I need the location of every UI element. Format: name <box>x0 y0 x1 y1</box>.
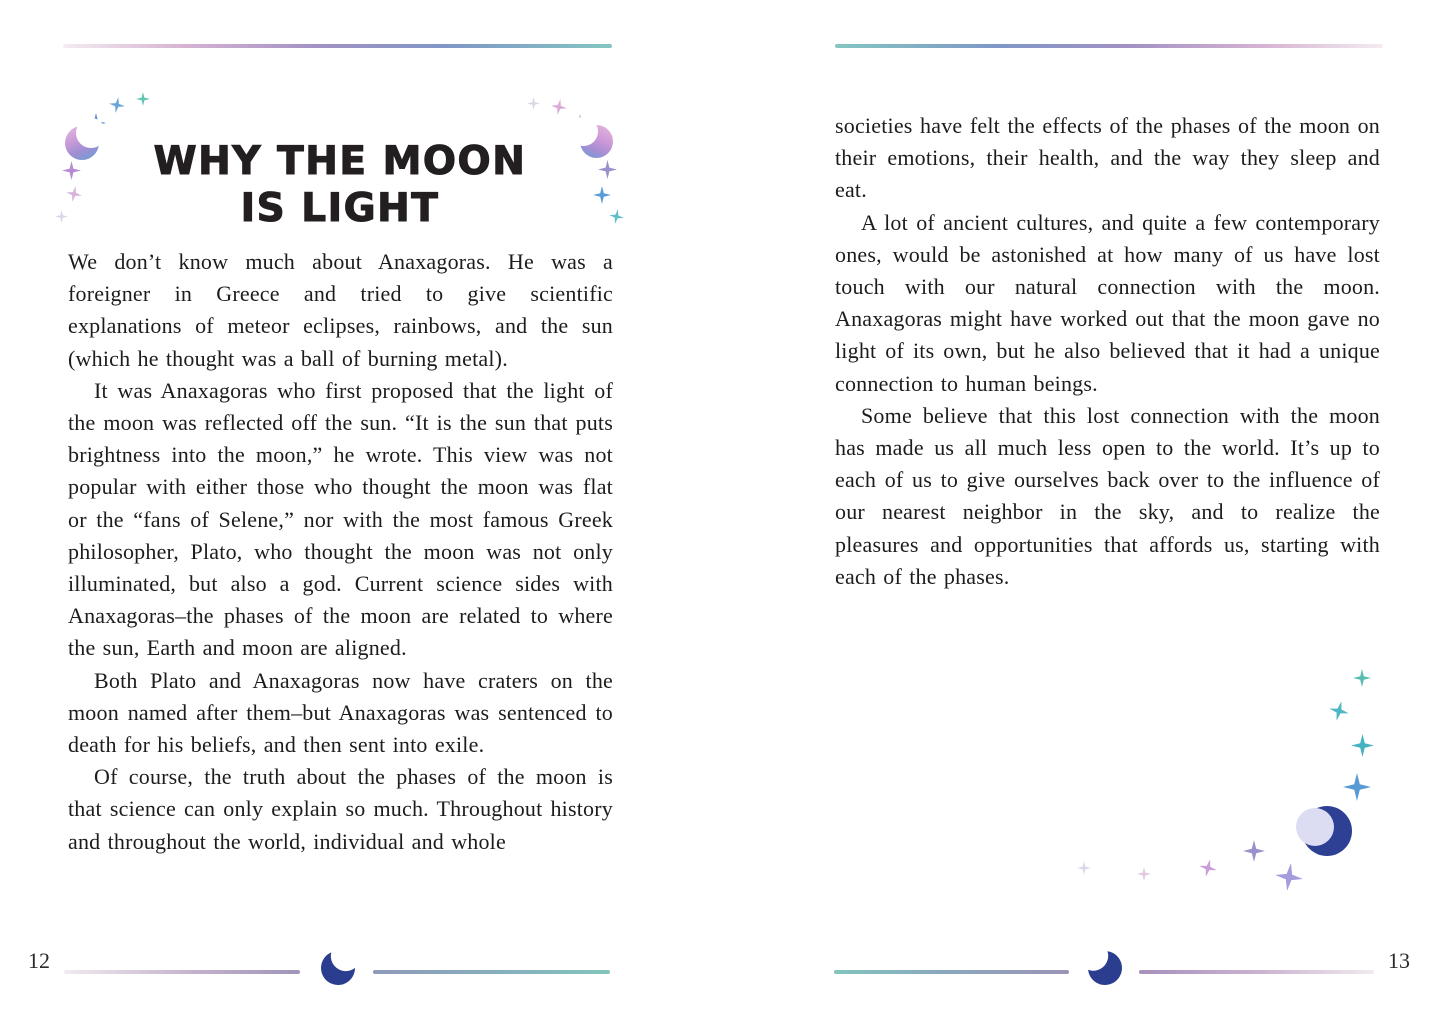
top-divider-left <box>63 44 612 48</box>
chapter-title-line2: IS LIGHT <box>240 186 440 232</box>
moon-shadow-icon <box>1296 808 1334 846</box>
sparkle-icon <box>108 96 127 115</box>
sparkle-icon <box>1197 857 1219 879</box>
sparkle-icon <box>55 210 68 223</box>
paragraph: Some believe that this lost connection with the moon has made us all much less open to the world. It’s up to each of us to give ourselves back over to the influence of our nearest neighbor in the sky, and to realize the pleasures and opportunities that affords us, starting with each of the phases. <box>835 402 1380 589</box>
chapter-title <box>68 138 612 232</box>
chapter-title-line1: WHY THE MOON <box>153 139 527 185</box>
sparkle-icon <box>550 98 569 117</box>
sparkle-icon <box>1351 734 1374 757</box>
sparkle-icon <box>1137 867 1151 881</box>
crescent-moon-icon <box>319 949 356 986</box>
crescent-moon-icon <box>1086 949 1123 986</box>
top-divider-right <box>835 44 1383 48</box>
sparkle-icon <box>136 92 150 106</box>
paragraph: Of course, the truth about the phases of the moon is that science can only explain so much. Throughout history and throughout the world, individual and whole <box>68 764 613 854</box>
sparkle-icon <box>1243 840 1265 862</box>
sparkle-icon <box>1273 861 1305 893</box>
page-number: 13 <box>1388 948 1410 973</box>
paragraph: A lot of ancient cultures, and quite a few contemporary ones, would be astonished at how many of us have lost touch with our natural connection with the moon. Anaxagoras might have worked out that the moon gave no light of its own, but he also believed that it had a unique connection to human beings. <box>835 209 1380 396</box>
footer-divider <box>834 970 1069 974</box>
sparkle-icon <box>1327 699 1351 723</box>
sparkle-icon <box>1077 861 1091 875</box>
footer-divider <box>373 970 610 974</box>
paragraph: societies have felt the effects of the phases of the moon on their emotions, their health, and the way they sleep and eat. <box>835 113 1380 203</box>
sparkle-icon <box>1353 669 1371 687</box>
footer-divider <box>1139 970 1374 974</box>
sparkle-icon <box>527 97 540 110</box>
paragraph: We don’t know much about Anaxagoras. He was a foreigner in Greece and tried to give scientific explanations of meteor eclipses, rainbows, and the sun (which he thought was a ball of burning metal). <box>68 249 613 371</box>
sparkle-icon <box>1343 773 1371 801</box>
body-text-left <box>68 246 613 858</box>
body-text-right <box>835 110 1380 593</box>
footer-divider <box>64 970 300 974</box>
page-number: 12 <box>28 948 50 973</box>
paragraph: It was Anaxagoras who first proposed that the light of the moon was reflected off the sun. “It is the sun that puts brightness into the moon,” he wrote. This view was not popular with either those who thought the moon was flat or the “fans of Selene,” nor with the most famous Greek philosopher, Plato, who thought the moon was not only illuminated, but also a god. Current science sides with Anaxagoras–the phases of the moon are related to where the sun, Earth and moon are aligned. <box>68 377 613 661</box>
paragraph: Both Plato and Anaxagoras now have craters on the moon named after them–but Anaxagoras was sentenced to death for his beliefs, and then sent into exile. <box>68 667 613 758</box>
